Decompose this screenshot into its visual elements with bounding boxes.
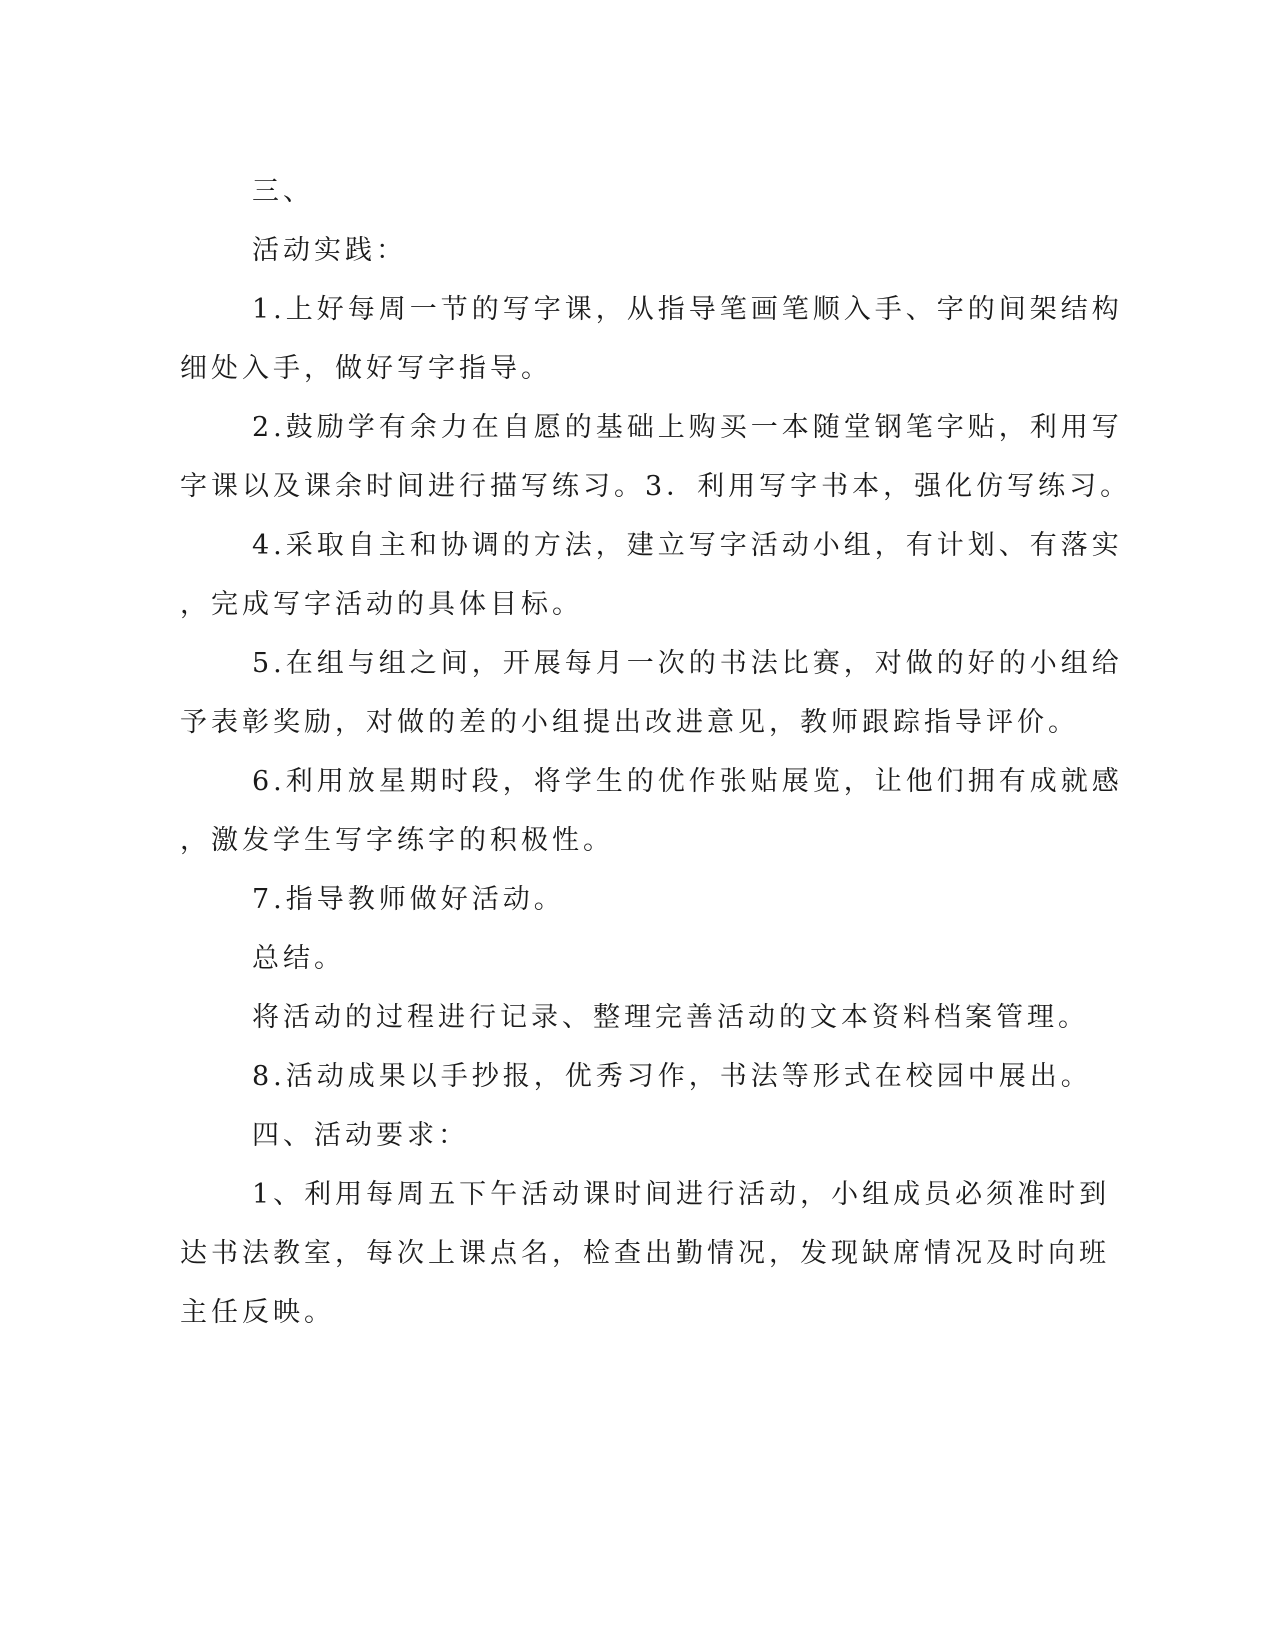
paragraph-line: 7.指导教师做好活动。 <box>252 884 565 915</box>
paragraph-line: 6.利用放星期时段，将学生的优作张贴展览，让他们拥有成就感 <box>252 766 1123 797</box>
paragraph-line: 1、利用每周五下午活动课时间进行活动，小组成员必须准时到 <box>252 1179 1111 1210</box>
section-heading-4: 四、活动要求： <box>252 1120 469 1151</box>
paragraph-line: 予表彰奖励，对做的差的小组提出改进意见，教师跟踪指导评价。 <box>180 707 1079 738</box>
paragraph-line: 1.上好每周一节的写字课，从指导笔画笔顺入手、字的间架结构 <box>252 294 1123 325</box>
paragraph-line: 2.鼓励学有余力在自愿的基础上购买一本随堂钢笔字贴，利用写 <box>252 412 1123 443</box>
paragraph-line: 达书法教室，每次上课点名，检查出勤情况，发现缺席情况及时向班 <box>180 1238 1110 1269</box>
paragraph-line: 将活动的过程进行记录、整理完善活动的文本资料档案管理。 <box>252 1002 1089 1033</box>
document-body <box>180 162 1132 1342</box>
subheading-activity-practice: 活动实践： <box>252 235 407 266</box>
paragraph-line: ，激发学生写字练字的积极性。 <box>180 825 614 856</box>
paragraph-line: 4.采取自主和协调的方法，建立写字活动小组，有计划、有落实 <box>252 530 1123 561</box>
section-heading-3: 三、 <box>252 176 314 207</box>
paragraph-line: ，完成写字活动的具体目标。 <box>180 589 583 620</box>
paragraph-line: 字课以及课余时间进行描写练习。3．利用写字书本，强化仿写练习。 <box>180 471 1132 502</box>
paragraph-line: 细处入手，做好写字指导。 <box>180 353 552 384</box>
paragraph-line: 总结。 <box>252 943 345 974</box>
paragraph-line: 主任反映。 <box>180 1297 335 1328</box>
paragraph-line: 5.在组与组之间，开展每月一次的书法比赛，对做的好的小组给 <box>252 648 1123 679</box>
paragraph-line: 8.活动成果以手抄报，优秀习作，书法等形式在校园中展出。 <box>252 1061 1092 1092</box>
